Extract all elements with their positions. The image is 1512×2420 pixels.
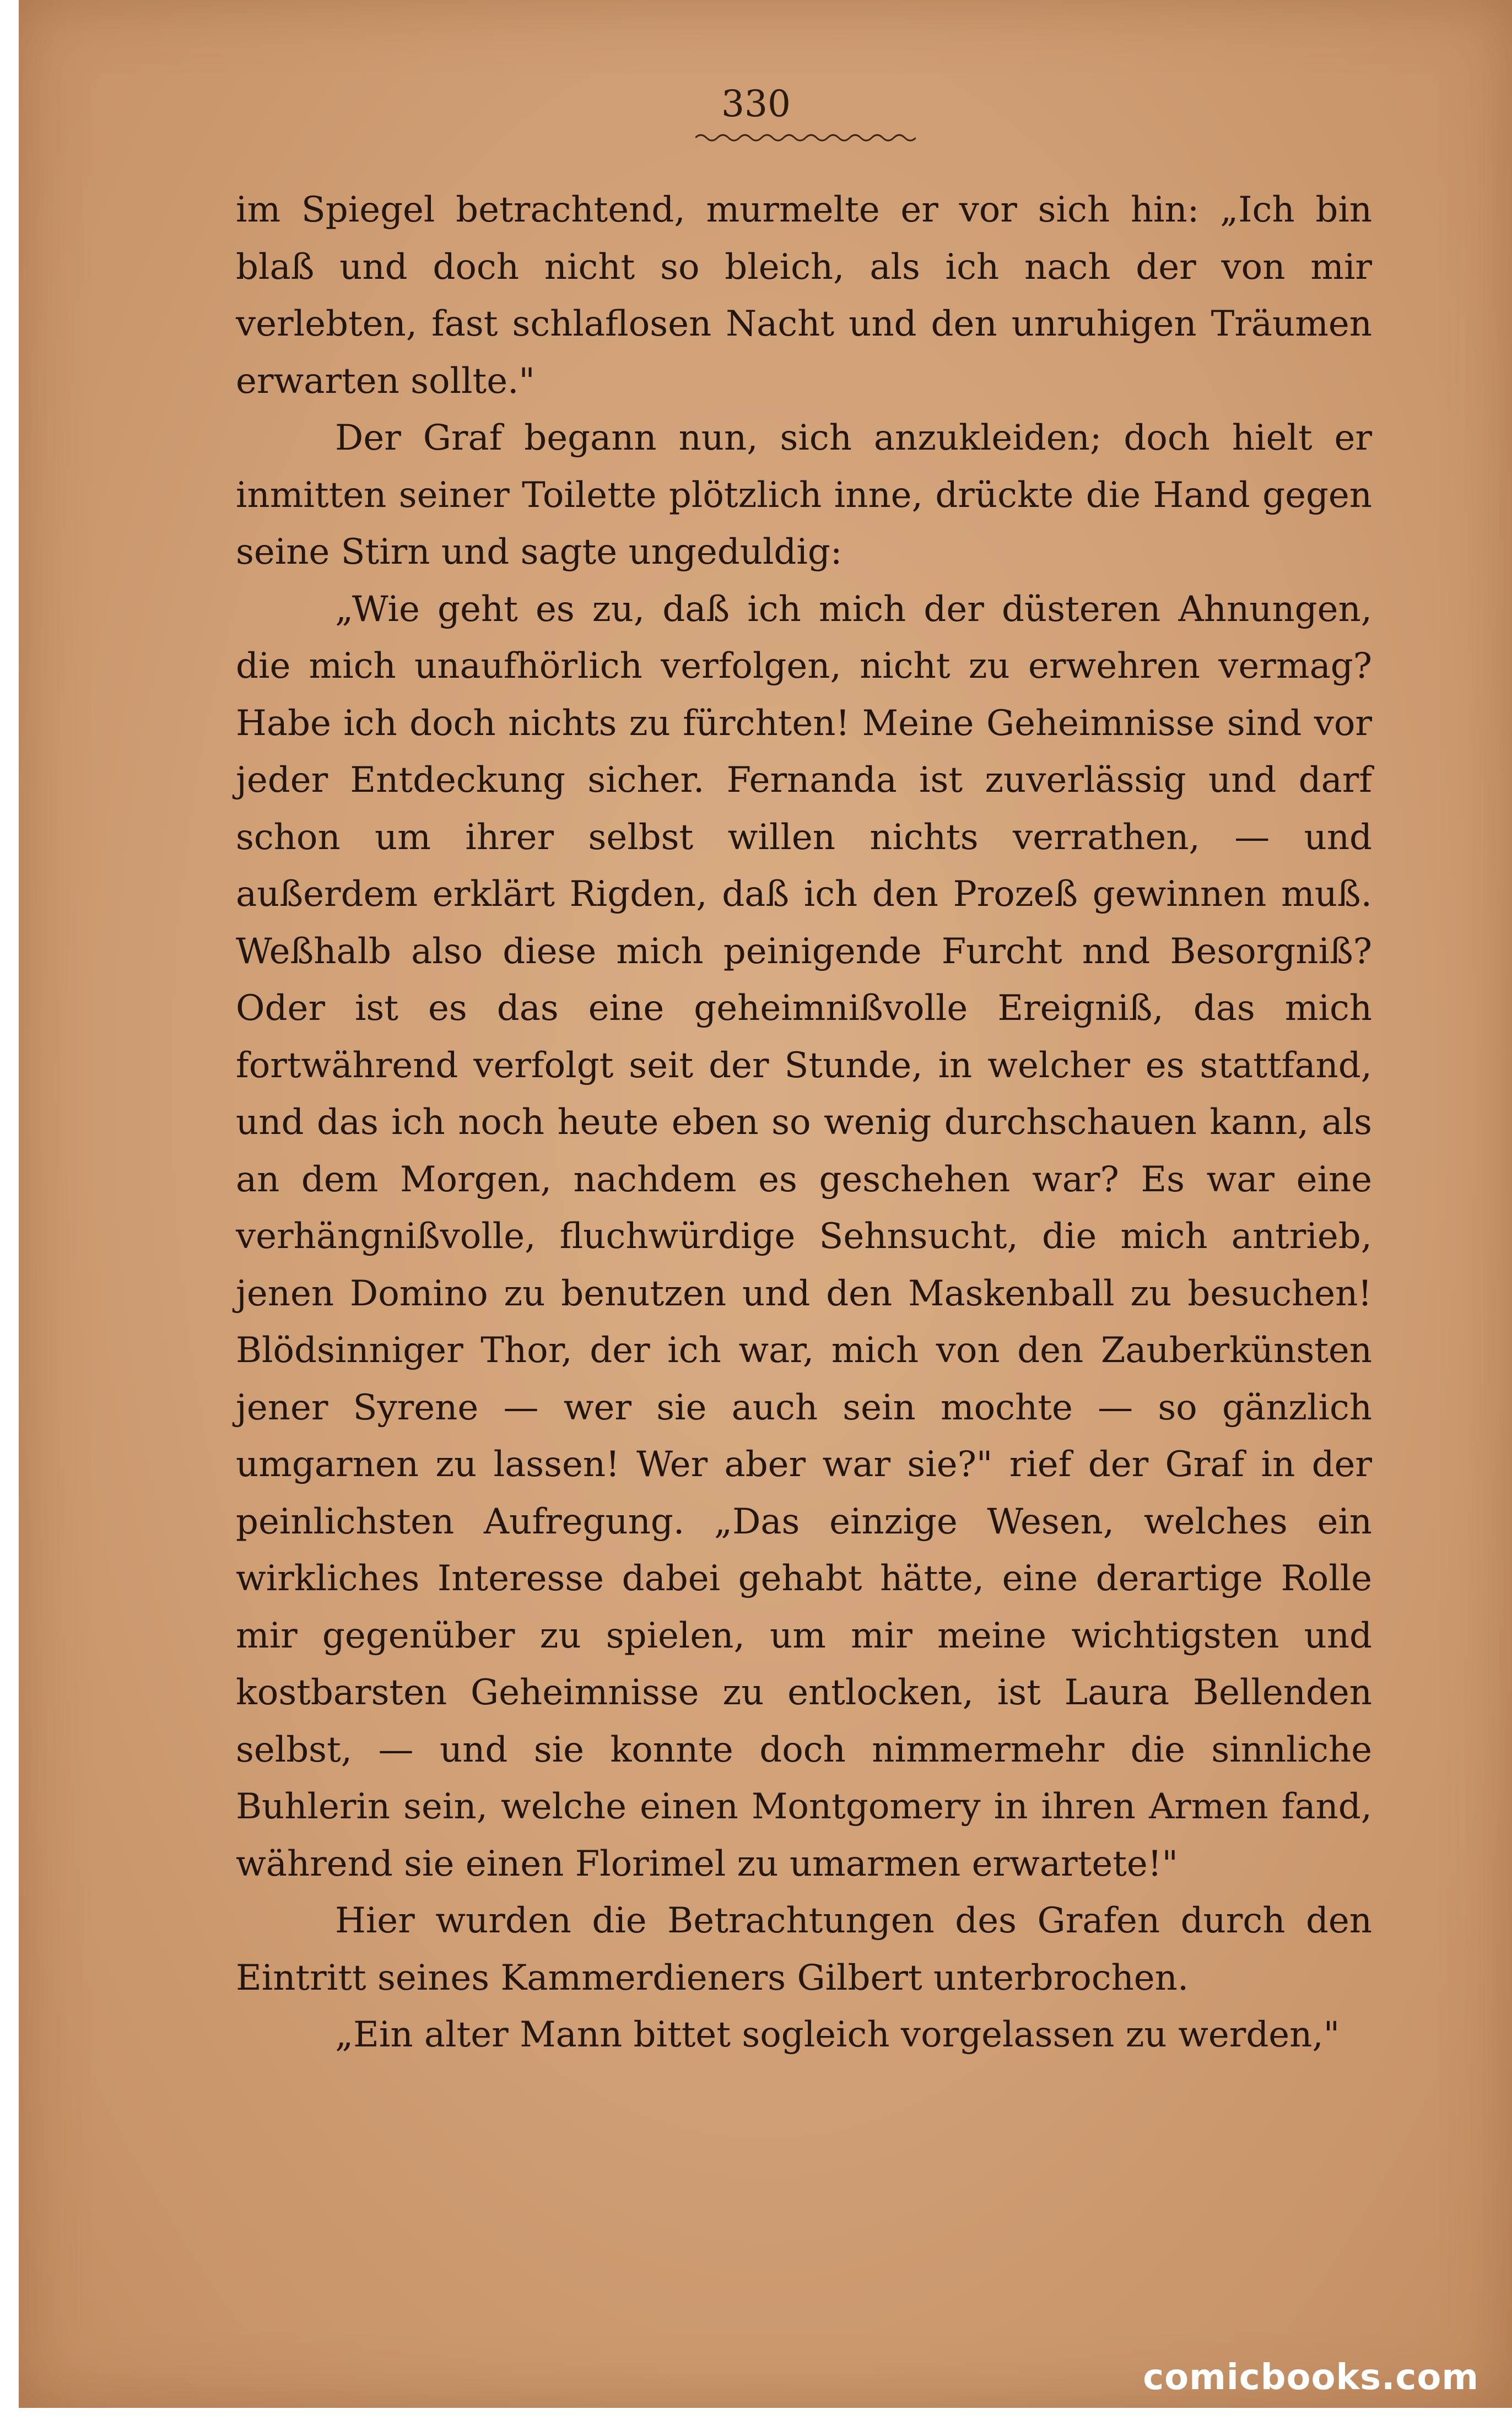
page-number: 330 — [721, 83, 791, 125]
wavy-ornament — [695, 130, 916, 143]
paragraph: Der Graf begann nun, sich anzukleiden; doch hielt er inmitten seiner Toilette plötzlich inne, drückte die Hand gegen seine Stirn und sagte ungeduldig: — [236, 418, 1372, 572]
watermark: comicbooks.com — [1143, 2357, 1479, 2398]
paragraph: Hier wurden die Betrachtungen des Grafen durch den Eintritt seines Kammerdieners Gilbert unterbrochen. — [236, 1900, 1372, 1998]
paragraph: „Ein alter Mann bittet sogleich vorgelassen zu werden," — [335, 2014, 1340, 2055]
paragraph: im Spiegel betrachtend, murmelte er vor sich hin: „Ich bin blaß und doch nicht so bleich, als ich nach der von mir verlebten, fast schlaflosen Nacht und den unruhigen Träumen erwarten sollte." — [236, 190, 1372, 402]
body-text — [236, 182, 1372, 2064]
paragraph: „Wie geht es zu, daß ich mich der düsteren Ahnungen, die mich unaufhörlich verfolgen, nicht zu erwehren vermag? Habe ich doch nichts zu fürchten! Meine Geheimnisse sind vor jeder Entdeckung sicher. Fernanda ist zuverlässig und darf schon um ihrer selbst willen nichts verrathen, — und außerdem erklärt Rigden, daß ich den Prozeß gewinnen muß. Weßhalb also diese mich peinigende Furcht nnd Besorgniß? Oder ist es das eine geheimnißvolle Ereigniß, das mich fortwährend verfolgt seit der Stunde, in welcher es stattfand, und das ich noch heute eben so wenig durchschauen kann, als an dem Morgen, nachdem es geschehen war? Es war eine verhängnißvolle, fluchwürdige Sehnsucht, die mich antrieb, jenen Domino zu benutzen und den Maskenball zu besuchen! Blödsinniger Thor, der ich war, mich von den Zauberkünsten jener Syrene — wer sie auch sein mochte — so gänzlich umgarnen zu lassen! Wer aber war sie?" rief der Graf in der peinlichsten Aufregung. „Das einzige Wesen, welches ein wirkliches Interesse dabei gehabt hätte, eine derartige Rolle mir gegenüber zu spielen, um mir meine wichtigsten und kostbarsten Geheimnisse zu entlocken, ist Laura Bellenden selbst, — und sie konnte doch nimmermehr die sinnliche Buhlerin sein, welche einen Montgomery in ihren Armen fand, während sie einen Florimel zu umarmen erwartete!" — [236, 588, 1372, 1884]
